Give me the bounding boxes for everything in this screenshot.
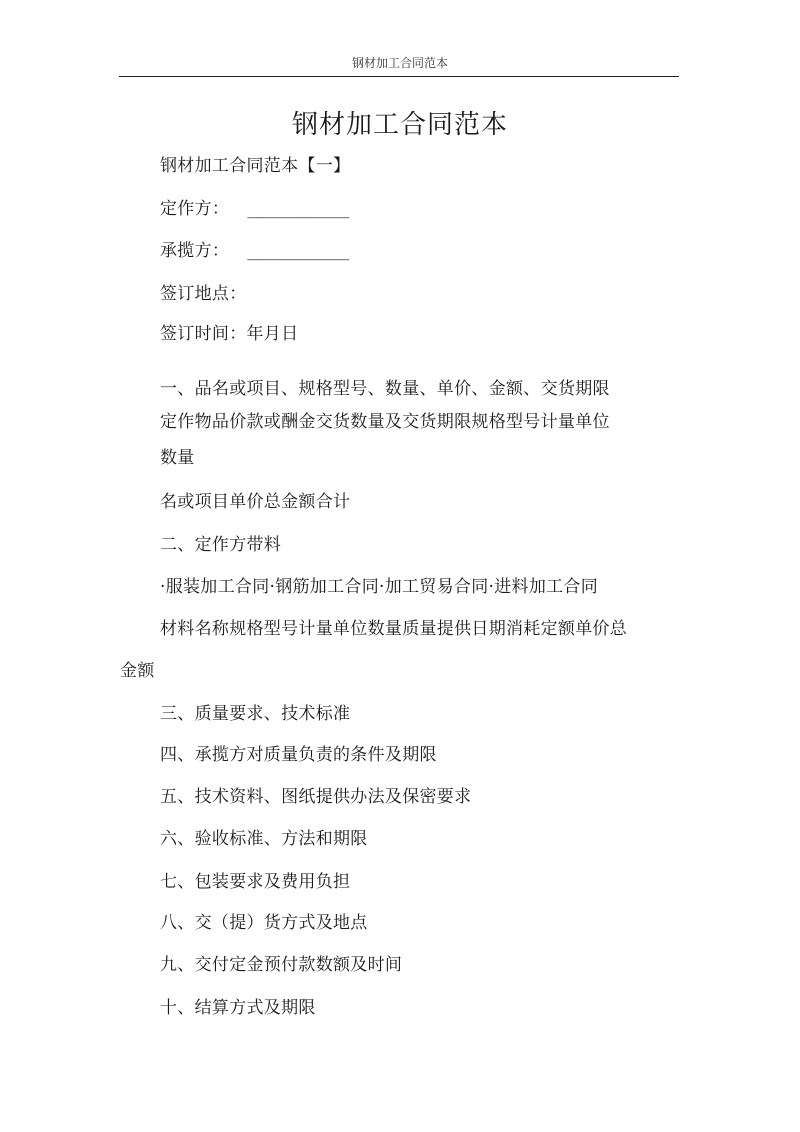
clause-line: 名或项目单价总金额合计 bbox=[160, 492, 351, 512]
clause-line: 二、定作方带料 bbox=[160, 535, 282, 555]
clause-line: 五、技术资料、图纸提供办法及保密要求 bbox=[160, 787, 472, 807]
clause-line: ·服装加工合同·钢筋加工合同·加工贸易合同·进料加工合同 bbox=[160, 577, 599, 597]
header-divider bbox=[119, 76, 679, 77]
party-b-blank: ____________ bbox=[247, 241, 350, 261]
sign-place: 签订地点： bbox=[160, 284, 247, 304]
clause-line: 三、质量要求、技术标准 bbox=[160, 704, 351, 724]
clause-line: 八、交（提）货方式及地点 bbox=[160, 913, 368, 933]
clause-line: 六、验收标准、方法和期限 bbox=[160, 829, 368, 849]
clause-line: 定作物品价款或酬金交货数量及交货期限规格型号计量单位 bbox=[160, 412, 610, 432]
party-a-label: 定作方： bbox=[160, 199, 230, 219]
clause-line: 四、承揽方对质量负责的条件及期限 bbox=[160, 745, 437, 765]
clause-line: 七、包装要求及费用负担 bbox=[160, 872, 351, 892]
document-title: 钢材加工合同范本 bbox=[291, 110, 508, 140]
clause-line: 材料名称规格型号计量单位数量质量提供日期消耗定额单价总 bbox=[160, 619, 628, 639]
party-b-row bbox=[160, 236, 349, 261]
clause-line: 数量 bbox=[160, 448, 195, 468]
sign-time: 签订时间：年月日 bbox=[160, 324, 299, 344]
contract-subtitle: 钢材加工合同范本【一】 bbox=[160, 156, 351, 176]
clause-line: 一、品名或项目、规格型号、数量、单价、金额、交货期限 bbox=[160, 379, 610, 399]
party-b-label: 承揽方： bbox=[160, 241, 230, 261]
party-a-row bbox=[160, 194, 349, 219]
clause-line: 金额 bbox=[120, 661, 155, 681]
running-header: 钢材加工合同范本 bbox=[351, 56, 448, 70]
party-a-blank: ____________ bbox=[247, 199, 350, 219]
clause-line: 九、交付定金预付款数额及时间 bbox=[160, 955, 403, 975]
clause-line: 十、结算方式及期限 bbox=[160, 998, 316, 1018]
